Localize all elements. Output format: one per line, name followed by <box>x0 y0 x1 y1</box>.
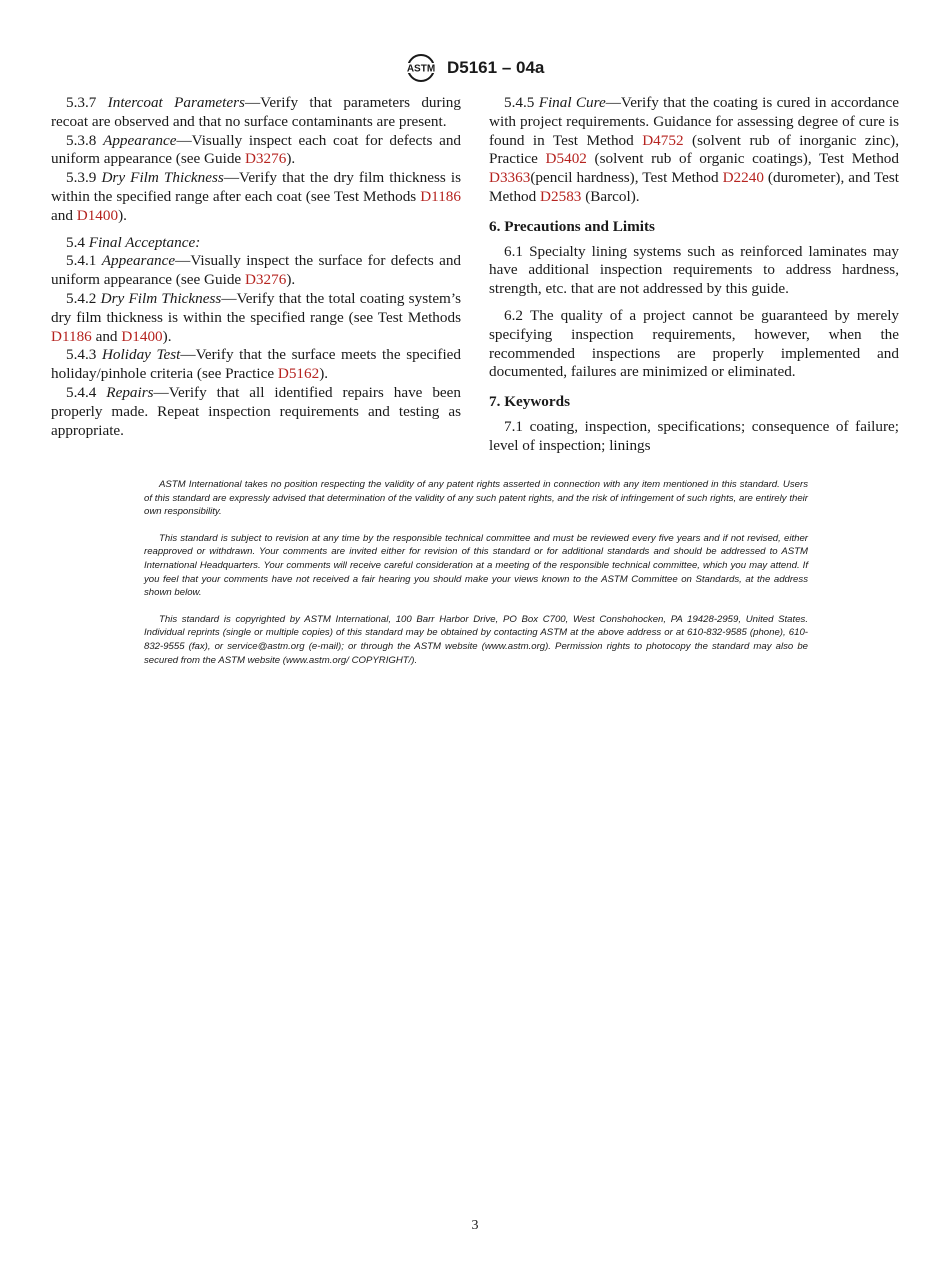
standard-designation: D5161 – 04a <box>447 58 545 77</box>
para-5-4-2: 5.4.2 Dry Film Thickness—Verify that the total coating system’s dry film thickness is within the specified range (see Test Methods D1186 and D1400). <box>51 289 462 345</box>
ref-link[interactable]: D1186 <box>51 327 92 345</box>
right-column <box>489 94 899 456</box>
para-6-2: 6.2 The quality of a project cannot be guaranteed by merely specifying inspection requirements, however, when the recommended inspections are properly implemented and documented, failures are minimized or eliminated. <box>489 306 900 381</box>
ref-link[interactable]: D1400 <box>121 327 163 345</box>
para-6-1: 6.1 Specialty lining systems such as reinforced laminates may have additional inspection requirements to address hardness, strength, etc. that are not addressed by this guide. <box>489 242 899 298</box>
para-5-3-9: 5.3.9 Dry Film Thickness—Verify that the dry film thickness is within the specified range after each coat (see Test Methods D1186 and D1400). <box>51 169 462 224</box>
legal-notices <box>144 478 808 680</box>
para-5-4-5: 5.4.5 Final Cure—Verify that the coating is cured in accordance with project requirements. Guidance for assessing degree of cure is found in Test Method D4752 (solvent rub of inorganic zinc), Practice D5402 (solvent rub of organic coatings), Test Method D3363(pencil hardness), Test Method D2240 (durometer), and Test Method D2583 (Barcol). <box>489 94 900 205</box>
astm-logo-icon <box>402 52 440 84</box>
ref-link[interactable]: D1186 <box>420 187 461 205</box>
ref-link[interactable]: D3276 <box>244 271 287 289</box>
para-5-4-3: 5.4.3 Holiday Test—Verify that the surface meets the specified holiday/pinhole criteria (see Practice D5162). <box>51 346 462 383</box>
para-5-4: 5.4 Final Acceptance: <box>66 233 201 251</box>
section-heading-6: 6. Precautions and Limits <box>489 217 655 235</box>
section-heading-7: 7. Keywords <box>489 393 570 411</box>
ref-link[interactable]: D3276 <box>244 150 287 168</box>
ref-link[interactable]: D1400 <box>76 206 119 224</box>
copyright-notice: This standard is copyrighted by ASTM International, 100 Barr Harbor Drive, PO Box C700, West Conshohocken, PA 19428-2959, United States. Individual reprints (single or multiple copies) of this standard may be obtained by contacting ASTM at the above address or at 610-832-9585 (phone), 610-832-9555 (fax), or service@astm.org (e-mail); or through the ASTM website (www.astm.org). Permission rights to photocopy the standard may also be secured from the ASTM website (www.astm.org/ COPYRIGHT/). <box>144 613 808 666</box>
para-5-3-8: 5.3.8 Appearance—Visually inspect each coat for defects and uniform appearance (see Guide D3276). <box>51 131 462 168</box>
ref-link[interactable]: D3363 <box>489 169 531 187</box>
left-column <box>51 94 461 440</box>
ref-link[interactable]: D2240 <box>722 169 764 187</box>
ref-link[interactable]: D5402 <box>545 150 587 168</box>
ref-link[interactable]: D2583 <box>540 187 582 205</box>
patent-notice: ASTM International takes no position respecting the validity of any patent rights asserted in connection with any item mentioned in this standard. Users of this standard are expressly advised that determination of the validity of any such patent rights, and the risk of infringement of such rights, are entirely their own responsibility. <box>144 479 808 518</box>
logo-text: ASTM <box>406 63 436 75</box>
para-7-1: 7.1 coating, inspection, specifications; consequence of failure; level of inspection; linings <box>489 417 900 454</box>
para-5-4-1: 5.4.1 Appearance—Visually inspect the surface for defects and uniform appearance (see Guide D3276). <box>51 252 462 289</box>
revision-notice: This standard is subject to revision at any time by the responsible technical committee and must be reviewed every five years and if not revised, either reapproved or withdrawn. Your comments are invited either for revision of this standard or for additional standards and should be addressed to ASTM International Headquarters. Your comments will receive careful consideration at a meeting of the responsible technical committee, which you may attend. If you feel that your comments have not received a fair hearing you should make your views known to the ASTM Committee on Standards, at the address shown below. <box>144 532 808 599</box>
para-5-3-7: 5.3.7 Intercoat Parameters—Verify that parameters during recoat are observed and that no surface contaminants are present. <box>51 94 461 130</box>
ref-link[interactable]: D5162 <box>277 365 320 383</box>
para-5-4-4: 5.4.4 Repairs—Verify that all identified repairs have been properly made. Repeat inspection requirements and testing as appropriate. <box>51 383 462 439</box>
page-number: 3 <box>471 1218 479 1233</box>
ref-link[interactable]: D4752 <box>642 131 684 149</box>
